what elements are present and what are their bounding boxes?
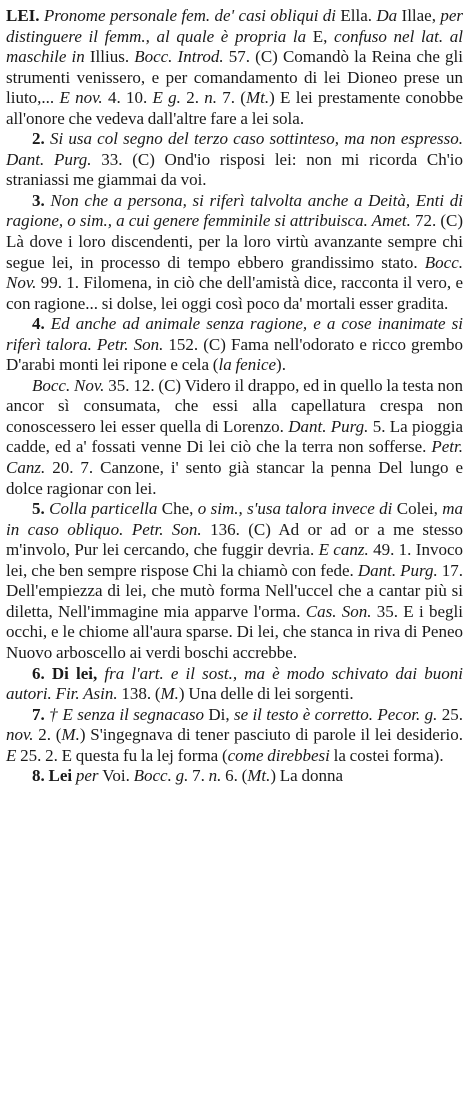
italic-text: come direbbesi [227,745,330,765]
text-run: 99. 1. Filomena, in ciò che dell'amistà dice, racconta il vero, e con ragione... si dolse, lei oggi così poco da' mortali esser gradita. [6,273,463,313]
italic-text: E [6,745,17,765]
text-run: Colei, [396,499,438,519]
italic-text: n. [204,88,217,108]
text-run: 152. (C) Fama nell'odorato e ricco grembo D'arabi monti lei ripone e cela ( [6,334,463,375]
italic-text: ma in caso obliquo. Petr. Son. [6,499,463,539]
text-run: Che, [161,499,194,519]
bold-text: 8. [32,766,45,786]
italic-text: Bocc. Nov. [32,375,105,395]
entry-sense-paragraph [6,314,463,376]
italic-text: Bocc. Introd. [129,47,224,67]
text-run: 4. 10. [102,88,153,108]
text-run: 25. [437,704,464,724]
text-run: 35. 12. (C) Videro il drappo, ed in quello la testa non ancor sì consumata, che essi alla capellatura crespa non conoscessero lei esser quella di Lorenzo. [6,375,463,436]
italic-text: per [72,766,103,786]
text-run: ) La donna [270,766,344,786]
bold-text: 6. [32,663,45,683]
text-run: Voi. [102,766,130,786]
entry-sense-paragraph [6,499,463,663]
text-run: Di, [208,704,230,724]
italic-text: Petr. Canz. [6,437,463,478]
bold-text: 4. [32,314,45,334]
bold-text: Di lei, [44,663,98,683]
text-run: E, [312,26,328,46]
text-run: 138. ( [117,684,161,704]
bold-text: LEI. [6,6,40,25]
italic-text: E g. [152,88,181,108]
italic-text: Pronome personale fem. de' casi obliqui di [39,6,341,25]
italic-text: E nov. [59,88,103,108]
text-run: 17. Dell'empiezza di lei, che mutò forma Nell'uccel che a cantar più si diletta, Nell'immagine mia apparve l'orma. [6,560,464,621]
italic-text: Da [372,6,402,25]
entry-sense-paragraph [6,766,463,787]
text-run: 49. 1. Invoco lei, che ben sempre rispose Chi la chiamò con fede. [6,540,463,580]
text-run: 2. [180,88,205,108]
italic-text: Si usa col segno del terzo caso sottinteso, ma non espresso. Dant. Purg. [6,129,463,169]
entry-sense-paragraph [6,705,463,767]
bold-text: Lei [44,766,73,786]
italic-text: Cas. Son. [305,601,372,621]
text-run: 20. 7. Canzone, i' sento già stancar la penna Del lungo e dolce ragionar con lei. [6,458,463,498]
italic-text: fra l'art. e il sost., ma è modo schivato dai buoni autori. Fir. Asin. [6,663,463,704]
italic-text: per distinguere il femm., al quale è propria la [6,6,464,46]
text-run: ) Una delle di lei sorgenti. [178,684,354,704]
text-run: 25. 2. E questa fu la lej forma ( [16,745,228,765]
entry-headword-paragraph [6,6,463,129]
entry-sense-paragraph [6,129,463,191]
text-run: 35. E i begli occhi, e le chiome all'aura sparse. Di lei, che stanca in riva di Peneo Nuovo arboscello ai verdi boschi accrebbe. [6,601,463,662]
text-run: Illae, [401,6,436,25]
text-run: 6. ( [221,766,248,786]
italic-text: la fenice [218,355,277,375]
text-run: ) E lei prestamente conobbe all'onore che vedeva dall'altre fare a lei sola. [6,88,463,128]
italic-text: Ed anche ad animale senza ragione, e a cose inanimate si riferì talora. Petr. Son. [6,314,463,354]
italic-text: confuso nel lat. al maschile in [6,26,463,67]
dictionary-entry-lei [6,6,463,787]
text-run: ). [276,355,286,375]
italic-text: nov. [6,725,34,745]
text-run: 2. ( [33,725,62,745]
text-run: 136. (C) Ad or ad or a me stesso m'involo, Pur lei cercando, che fuggir devria. [6,519,463,560]
text-run: 33. (C) Ond'io risposi lei: non mi ricorda Ch'io straniassi me giammai da voi. [6,149,463,190]
text-run: 57. (C) Comandò la Reina che gli strumenti venissero, e per comandamento di lei Dioneo prese un liuto,... [6,47,463,108]
italic-text: M. [160,684,179,704]
italic-text: Mt. [245,88,270,108]
italic-text: Dant. Purg. [288,416,369,436]
italic-text: E canz. [318,540,369,560]
entry-sense-paragraph [6,664,463,705]
italic-text: Colla particella [44,499,162,519]
italic-text: Dant. Purg. [357,560,438,580]
text-run: la costei forma). [329,745,444,765]
italic-text: Bocc. Nov. [6,252,463,293]
italic-text: † E senza il segnacaso [44,704,209,724]
text-run: Illius. [89,47,130,67]
bold-text: 7. [32,704,45,724]
italic-text: o sim., s'usa talora invece di [193,499,397,519]
bold-text: 5. [32,499,45,519]
italic-text: n. [208,766,222,786]
entry-sense-paragraph [6,376,463,499]
text-run: ) S'ingegnava di tener pasciuto di parole il lei desiderio. [79,725,463,745]
text-run: Ella. [340,6,373,25]
text-run: 72. (C) Là dove i loro discendenti, per la loro virtù avanzante sempre chi segue lei, in processo di tempo ebbero grandissimo stato. [6,211,463,272]
entry-sense-paragraph [6,191,463,314]
italic-text: Bocc. g. [129,766,189,786]
text-run: 5. La pioggia cadde, ed a' fossati venne Di lei ciò che la terra non sofferse. [6,416,464,457]
italic-text: Non che a persona, si riferì talvolta anche a Deità, Enti di ragione, o sim., a cui genere femminile si attribuisca. Amet. [6,190,463,231]
text-run: 7. ( [216,88,246,108]
italic-text: M. [61,725,80,745]
text-run: 7. [188,766,209,786]
italic-text: se il testo è corretto. Pecor. g. [229,704,438,724]
bold-text: 2. [32,129,45,149]
bold-text: 3. [32,190,45,210]
italic-text: Mt. [247,766,271,786]
